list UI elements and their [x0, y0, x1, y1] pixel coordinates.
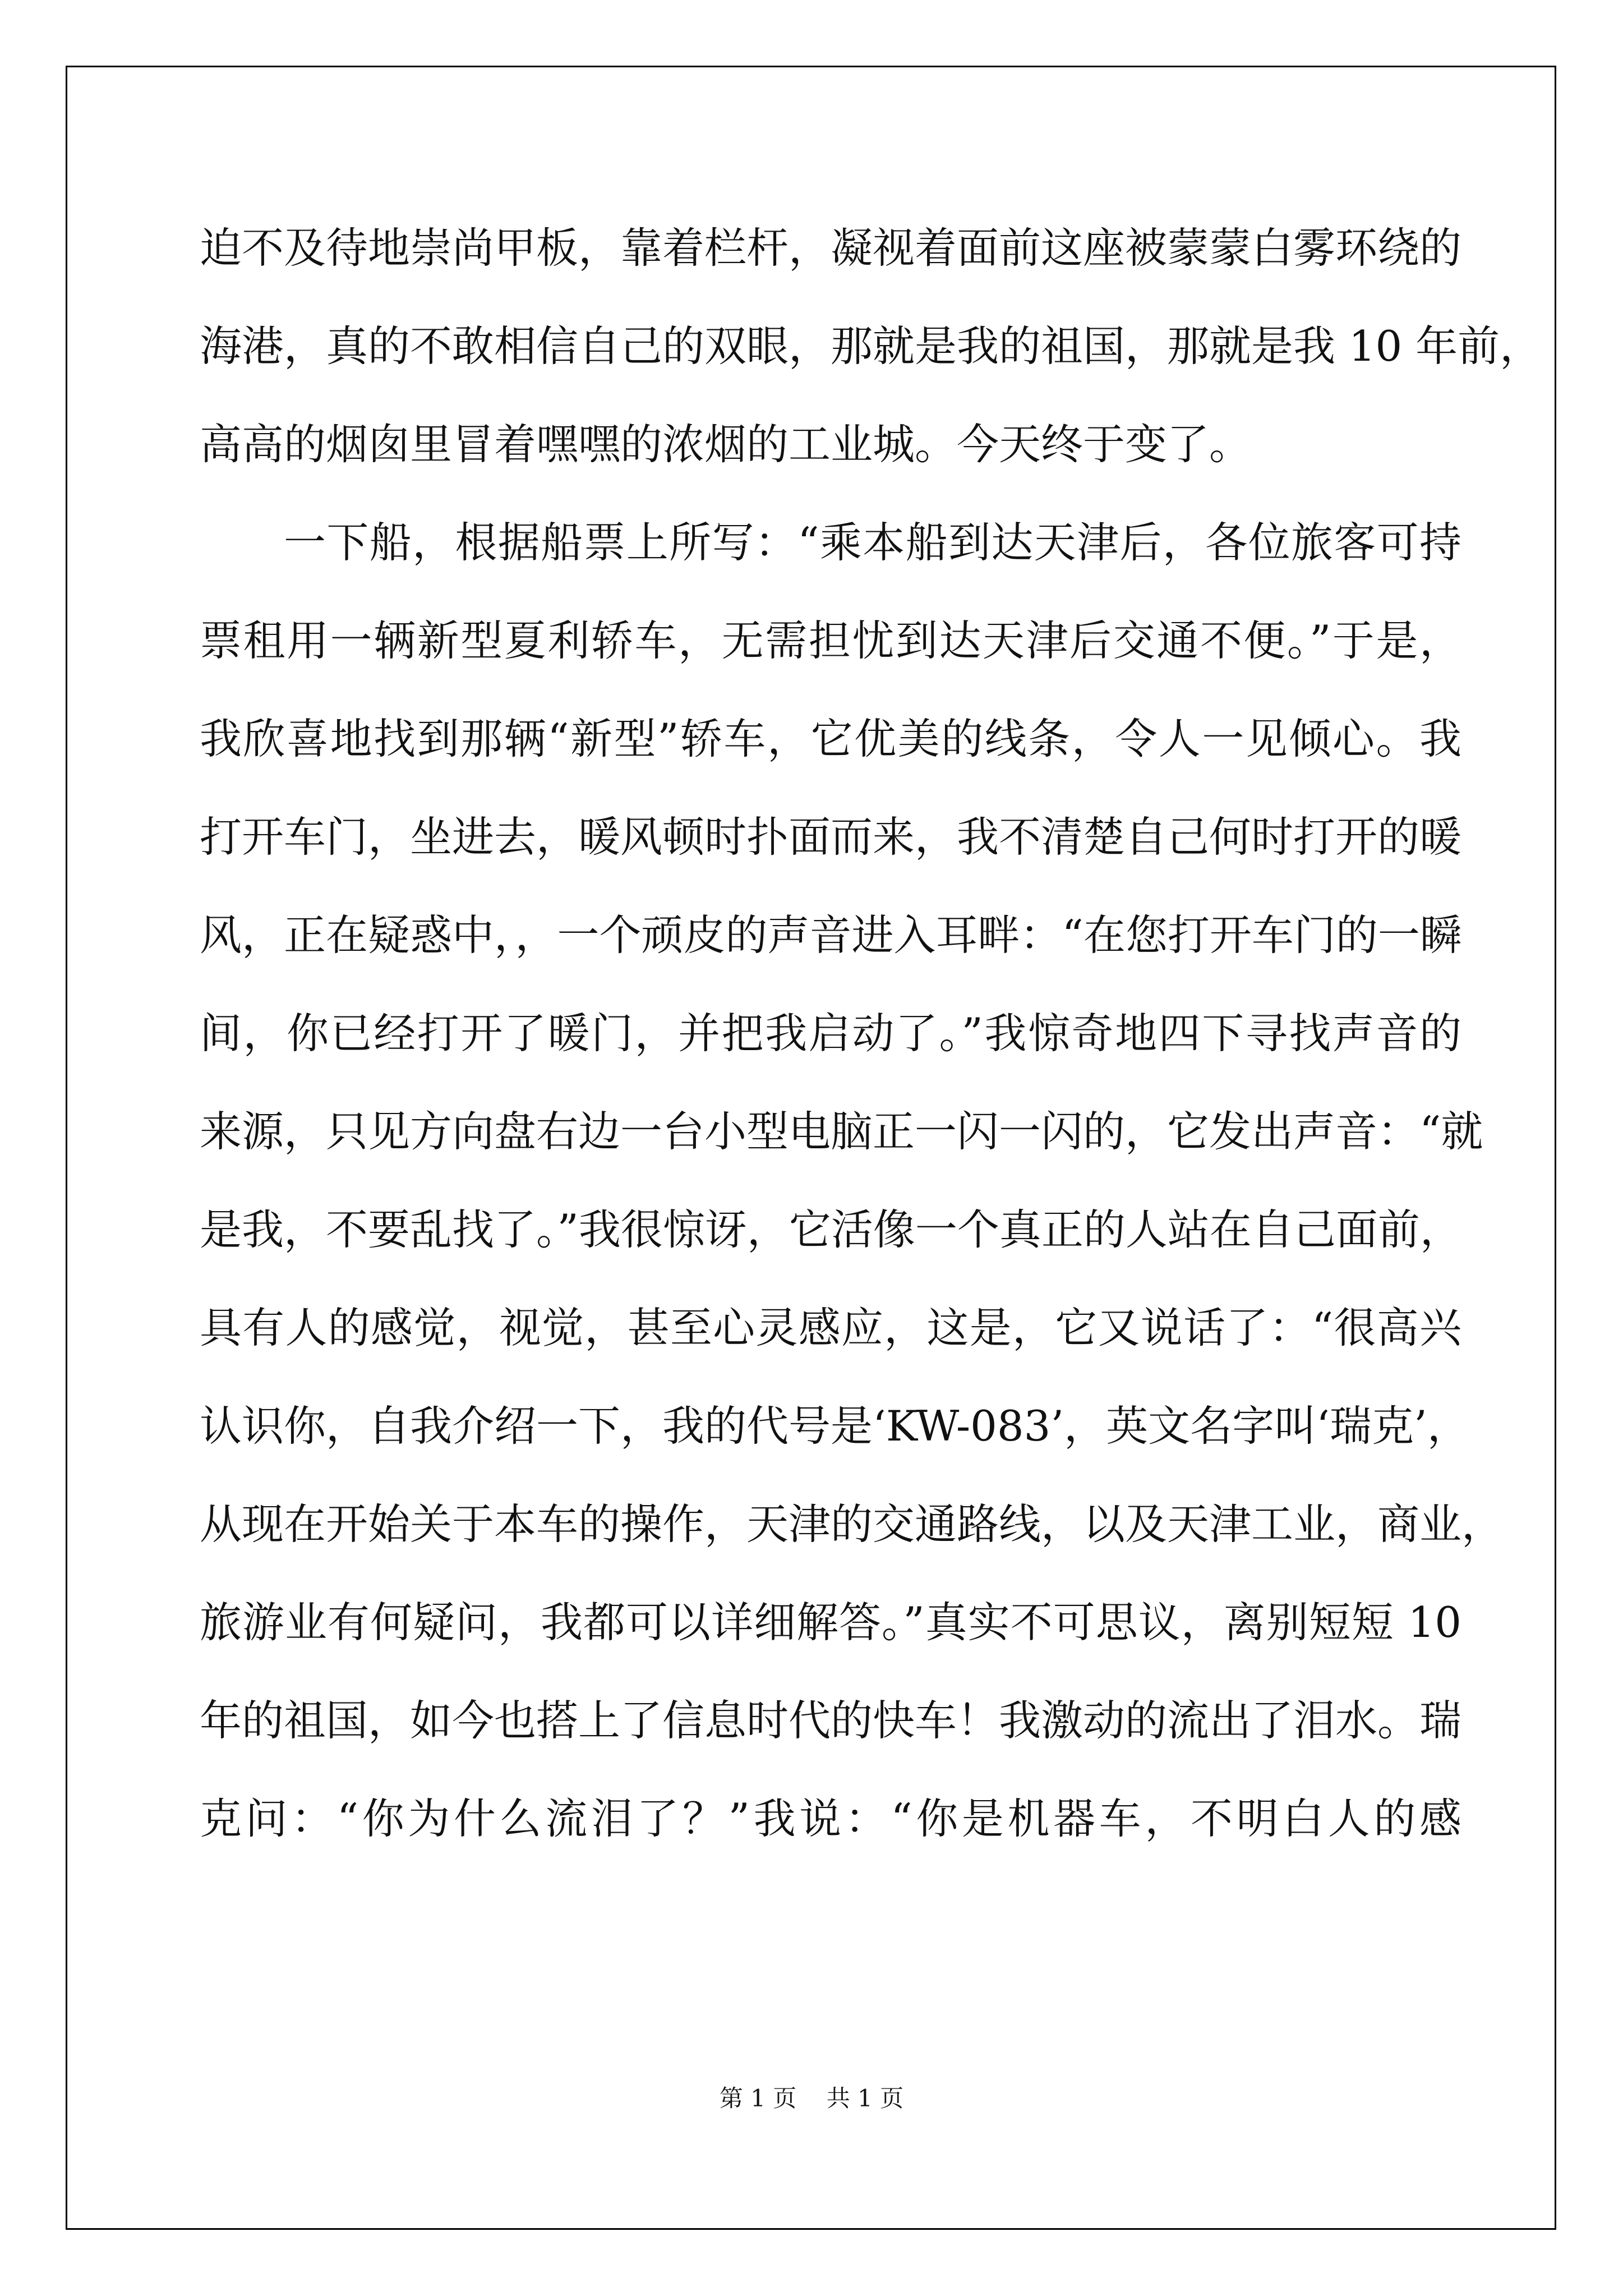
- text-line: 打开车门，坐进去，暖风顿时扑面而来，我不清楚自己何时打开的暖: [200, 812, 1462, 862]
- document-body: [200, 199, 1542, 1868]
- text-line: 迫不及待地崇尚甲板，靠着栏杆，凝视着面前这座被蒙蒙白雾环绕的: [200, 223, 1462, 273]
- text-line: 海港，真的不敢相信自己的双眼，那就是我的祖国，那就是我 10 年前，: [200, 321, 1542, 371]
- text-line: 我欣喜地找到那辆“新型”轿车，它优美的线条，令人一见倾心。我: [200, 714, 1461, 763]
- text-line: 具有人的感觉，视觉，甚至心灵感应，这是，它又说话了：“很高兴: [200, 1303, 1461, 1352]
- text-line: 从现在开始关于本车的操作，天津的交通路线，以及天津工业，商业，: [200, 1499, 1504, 1549]
- text-line: 认识你，自我介绍一下，我的代号是‘KW-083’，英文名字叫‘瑞克’，: [200, 1401, 1469, 1451]
- text-line: 高高的烟囱里冒着嘿嘿的浓烟的工业城。今天终于变了。: [200, 420, 1252, 469]
- text-line: 一下船，根据船票上所写：“乘本船到达天津后，各位旅客可持: [284, 518, 1461, 567]
- text-line: 风，正在疑惑中，，一个顽皮的声音进入耳畔：“在您打开车门的一瞬: [200, 910, 1462, 960]
- text-line: 来源，只见方向盘右边一台小型电脑正一闪一闪的，它发出声音：“就: [200, 1107, 1483, 1156]
- page-number-footer: 第 1 页 共 1 页: [719, 2085, 904, 2112]
- text-line: 是我，不要乱找了。”我很惊讶，它活像一个真正的人站在自己面前，: [200, 1205, 1462, 1254]
- text-line: 克问：“你为什么流泪了？”我说：“你是机器车，不明白人的感: [200, 1794, 1461, 1843]
- text-line: 年的祖国，如今也搭上了信息时代的快车！我激动的流出了泪水。瑞: [200, 1696, 1462, 1745]
- text-line: 旅游业有何疑问，我都可以详细解答。”真实不可思议，离别短短 10: [200, 1598, 1461, 1647]
- text-line: 间，你已经打开了暖门，并把我启动了。”我惊奇地四下寻找声音的: [200, 1009, 1461, 1058]
- text-line: 票租用一辆新型夏利轿车，无需担忧到达天津后交通不便。”于是，: [200, 616, 1461, 665]
